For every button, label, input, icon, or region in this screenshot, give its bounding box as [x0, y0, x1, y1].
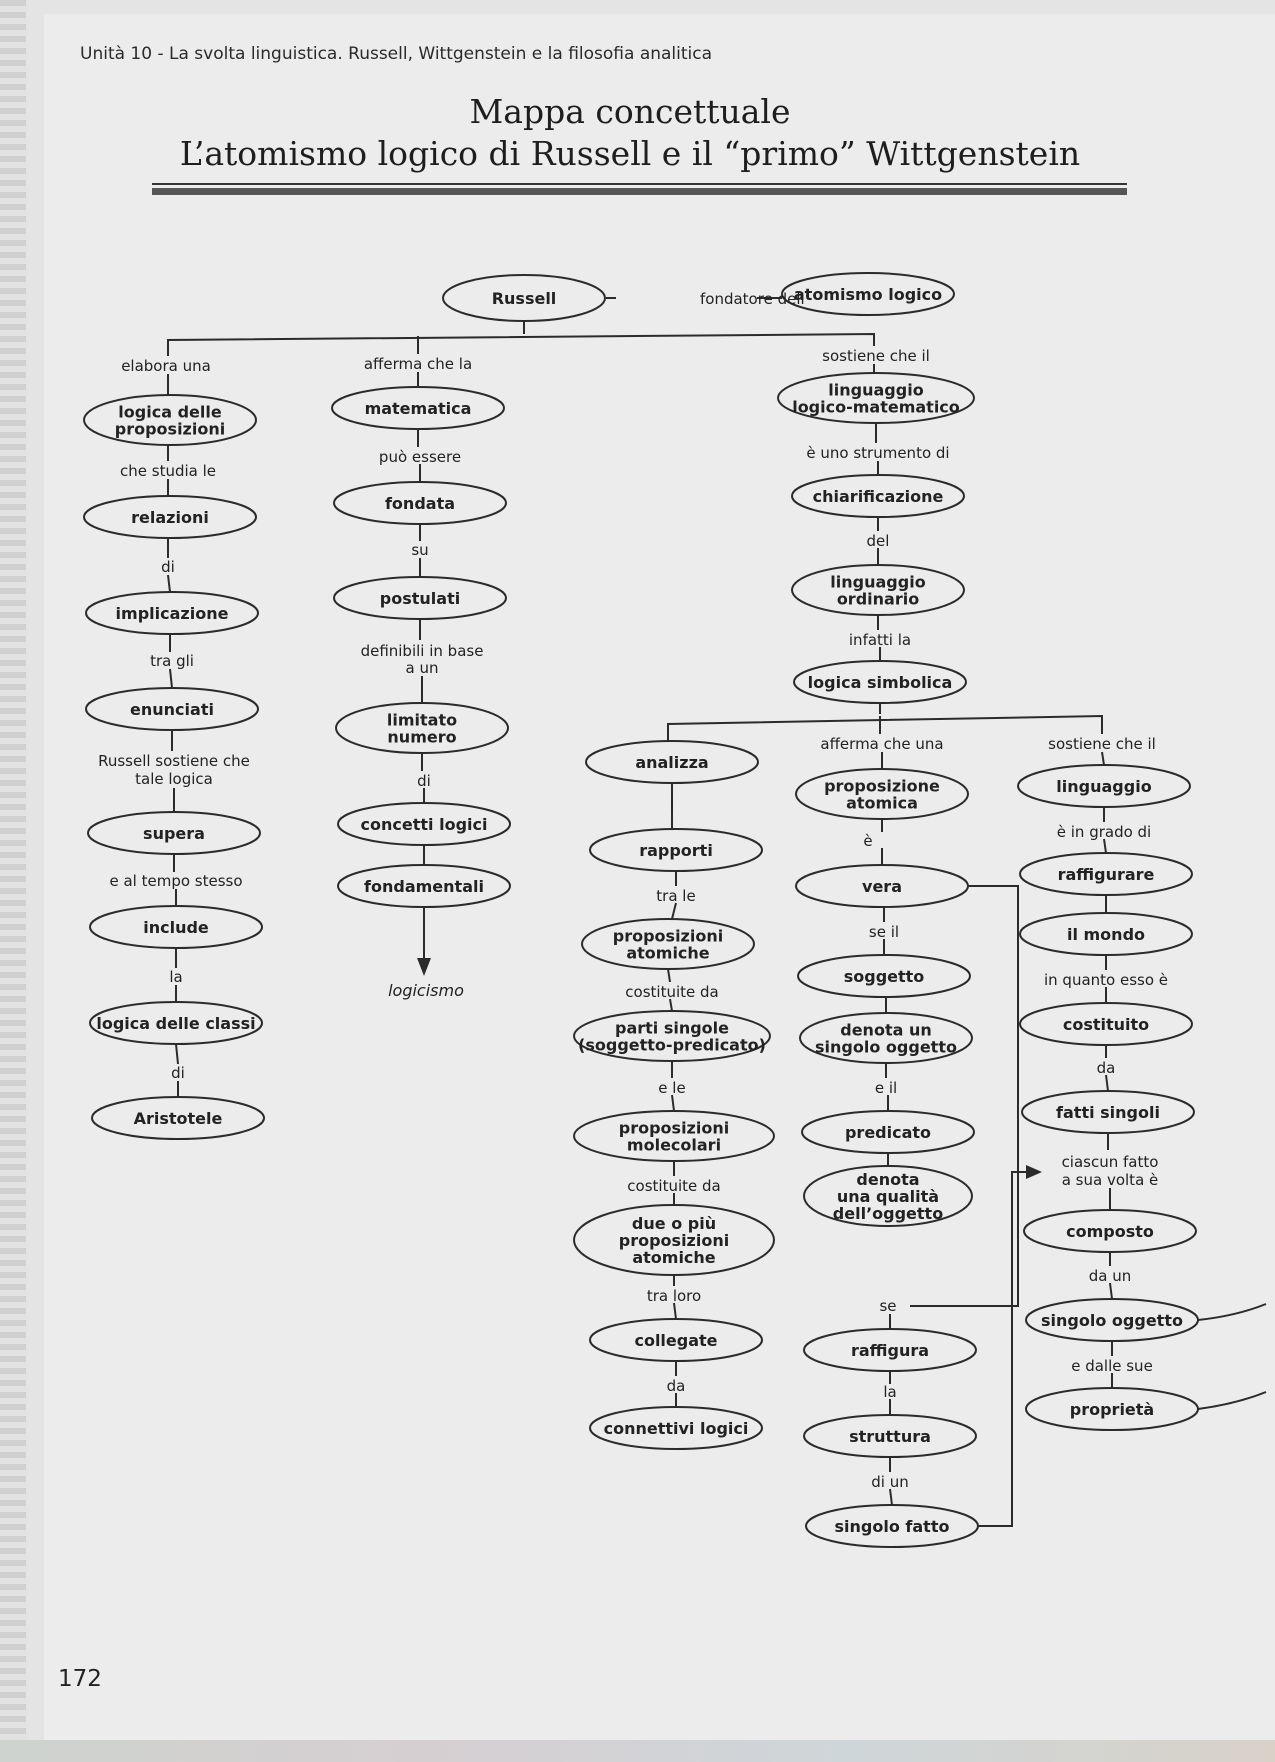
- node-label: atomica: [846, 793, 918, 813]
- node-analizza: [586, 741, 758, 783]
- connector-di-1: di: [161, 558, 175, 576]
- node-singolo-oggetto: [1026, 1299, 1198, 1341]
- connector-di-un: di un: [871, 1473, 909, 1491]
- node-prop-atomiche: [582, 919, 754, 969]
- node-layer: [84, 273, 1198, 1547]
- node-label: denota un: [840, 1020, 932, 1040]
- connector-costituite-1: costituite da: [625, 983, 719, 1001]
- connector-su: su: [411, 541, 429, 559]
- node-label: ordinario: [836, 589, 920, 609]
- node-label: (soggetto-predicato): [578, 1035, 766, 1055]
- connector-sostiene-il: sostiene che il: [822, 347, 930, 365]
- node-enunciati: [86, 688, 258, 730]
- node-composto: [1024, 1210, 1196, 1252]
- connector-infatti: infatti la: [848, 631, 912, 649]
- node-collegate: [590, 1319, 762, 1361]
- node-denota-qualita: [804, 1166, 972, 1226]
- arrowhead-ciascun-fatto: [1026, 1165, 1042, 1179]
- node-matematica: [332, 387, 504, 429]
- node-connettivi-logici: [590, 1407, 762, 1449]
- connector-ciascun-2: a sua volta è: [1061, 1171, 1159, 1189]
- node-prop-molecolari: [574, 1111, 774, 1161]
- node-label: proposizioni: [618, 1231, 730, 1250]
- node-label: parti singole: [614, 1018, 730, 1038]
- node-label: rapporti: [639, 841, 713, 860]
- node-label: postulati: [379, 589, 461, 608]
- node-label: singolo fatto: [834, 1517, 950, 1536]
- arrowhead-logicismo: [417, 958, 431, 976]
- node-logica-proposizioni: [84, 395, 256, 445]
- node-label: proposizioni: [612, 926, 724, 946]
- node-label: predicato: [844, 1123, 932, 1142]
- connector-e-1: è: [863, 832, 873, 850]
- node-label: concetti logici: [360, 815, 488, 834]
- node-label: dell’oggetto: [832, 1204, 944, 1223]
- node-label: raffigurare: [1057, 865, 1155, 884]
- node-label: implicazione: [115, 604, 229, 623]
- node-linguaggio: [1018, 765, 1190, 807]
- map-subtitle: L’atomismo logico di Russell e il “primo” Wittgenstein: [179, 134, 1081, 173]
- node-fatti-singoli: [1022, 1091, 1194, 1133]
- node-supera: [88, 812, 260, 854]
- node-parti-singole: [574, 1011, 770, 1061]
- connector-da-un: da un: [1088, 1267, 1132, 1285]
- scan-edge-band: [0, 1740, 1275, 1762]
- node-label: logico-matematico: [792, 397, 960, 417]
- connector-dalle-sue: e dalle sue: [1071, 1357, 1153, 1375]
- node-label: limitato: [386, 710, 458, 730]
- node-label: enunciati: [130, 700, 214, 719]
- connector-di-2: di: [171, 1064, 185, 1082]
- connector-russell-sostiene-1: Russell sostiene che: [98, 752, 250, 770]
- node-raffigura: [804, 1329, 976, 1371]
- connector-i: i: [669, 796, 675, 814]
- node-label: proposizioni: [618, 1118, 730, 1138]
- node-label: logica simbolica: [807, 673, 953, 692]
- connector-da-1: da: [666, 1377, 686, 1395]
- node-label: fondata: [384, 494, 456, 513]
- node-soggetto: [798, 955, 970, 997]
- node-label: composto: [1066, 1222, 1154, 1241]
- node-label: include: [143, 918, 209, 937]
- node-label: proposizioni: [114, 419, 226, 439]
- connector-al-tempo: e al tempo stesso: [109, 872, 243, 890]
- node-label: soggetto: [843, 967, 925, 986]
- connector-afferma-la: afferma che la: [363, 355, 473, 373]
- node-label: una qualità: [836, 1187, 940, 1206]
- connector-tra-le: tra le: [656, 887, 696, 905]
- node-relazioni: [84, 496, 256, 538]
- node-postulati: [334, 577, 506, 619]
- unit-header: Unità 10 - La svolta linguistica. Russell, Wittgenstein e la filosofia analitica: [80, 44, 713, 64]
- connector-logicismo: logicismo: [388, 981, 464, 1000]
- node-label: connettivi logici: [603, 1419, 749, 1438]
- node-label: singolo oggetto: [815, 1037, 957, 1057]
- connector-fondatore: fondatore dell’: [700, 290, 810, 308]
- node-logica-simbolica: [794, 661, 966, 703]
- node-concetti-logici: [338, 803, 510, 845]
- node-linguaggio-ordinario: [792, 565, 964, 615]
- node-raffigurare: [1020, 853, 1192, 895]
- node-label: costituito: [1062, 1015, 1150, 1034]
- node-label: proposizione: [824, 776, 940, 796]
- connector-layer: [98, 290, 1168, 1491]
- connector-da-2: da: [1096, 1059, 1116, 1077]
- node-label: relazioni: [131, 508, 209, 527]
- node-chiarificazione: [792, 475, 964, 517]
- node-label: matematica: [364, 399, 472, 418]
- node-costituito: [1020, 1003, 1192, 1045]
- node-implicazione: [86, 592, 258, 634]
- node-label: logica delle: [118, 402, 222, 422]
- node-struttura: [804, 1415, 976, 1457]
- node-label: linguaggio: [828, 380, 924, 400]
- connector-elabora: elabora una: [121, 357, 211, 375]
- connector-puo: può essere: [378, 448, 462, 466]
- connector-sostiene-il-2: sostiene che il: [1048, 735, 1156, 753]
- node-label: atomiche: [626, 943, 710, 963]
- node-label: raffigura: [850, 1341, 930, 1360]
- node-linguaggio-logico: [778, 373, 974, 423]
- connector-definibili-2: a un: [405, 659, 439, 677]
- node-label: il mondo: [1066, 925, 1146, 944]
- connector-ciascun-1: ciascun fatto: [1061, 1153, 1159, 1171]
- node-label: proprietà: [1069, 1400, 1155, 1419]
- node-aristotele: [92, 1097, 264, 1139]
- connector-studia: che studia le: [120, 462, 216, 480]
- node-label: fondamentali: [364, 877, 484, 896]
- node-label: logica delle classi: [96, 1014, 256, 1033]
- node-label: supera: [143, 824, 205, 843]
- node-limitato-numero: [336, 703, 508, 753]
- connector-di-3: di: [417, 772, 431, 790]
- node-label: vera: [862, 877, 902, 896]
- node-prop-atomica: [796, 769, 968, 819]
- connector-russell-sostiene-2: tale logica: [135, 770, 213, 788]
- node-denota-oggetto: [800, 1013, 972, 1063]
- node-rapporti: [590, 829, 762, 871]
- node-label: denota: [856, 1170, 920, 1189]
- connector-la-1: la: [169, 968, 183, 986]
- node-label: atomiche: [632, 1248, 716, 1267]
- connector-costituite-2: costituite da: [627, 1177, 721, 1195]
- connector-se: se: [879, 1297, 897, 1315]
- connector-del: del: [866, 532, 890, 550]
- connector-e-le: e le: [658, 1079, 686, 1097]
- connector-tra-loro: tra loro: [646, 1287, 702, 1305]
- map-title: Mappa concettuale: [469, 92, 791, 131]
- connector-afferma-una: afferma che una: [820, 735, 944, 753]
- node-russell: [443, 275, 605, 321]
- connector-tra-gli: tra gli: [150, 652, 194, 670]
- connector-definibili-1: definibili in base: [360, 642, 484, 660]
- connector-la-2: la: [883, 1383, 897, 1401]
- node-label: chiarificazione: [812, 487, 944, 506]
- node-label: due o più: [631, 1214, 717, 1233]
- node-fondamentali: [338, 865, 510, 907]
- node-label: fatti singoli: [1056, 1103, 1160, 1122]
- node-logica-classi: [90, 1002, 262, 1044]
- node-singolo-fatto: [806, 1505, 978, 1547]
- connector-in-quanto: in quanto esso è: [1043, 971, 1169, 989]
- node-label: singolo oggetto: [1041, 1311, 1183, 1330]
- connector-strumento: è uno strumento di: [806, 444, 950, 462]
- node-fondata: [334, 482, 506, 524]
- node-label: analizza: [635, 753, 709, 772]
- node-label: linguaggio: [830, 572, 926, 592]
- node-label: numero: [387, 727, 457, 747]
- connector-in-grado: è in grado di: [1056, 823, 1152, 841]
- page-number: 172: [58, 1666, 102, 1692]
- node-label: Aristotele: [133, 1109, 223, 1128]
- node-label: molecolari: [626, 1135, 722, 1155]
- node-il-mondo: [1020, 913, 1192, 955]
- node-due-o-piu: [574, 1205, 774, 1275]
- connector-se-il: se il: [868, 923, 900, 941]
- node-predicato: [802, 1111, 974, 1153]
- node-label: struttura: [849, 1427, 931, 1446]
- node-proprieta: [1026, 1388, 1198, 1430]
- node-vera: [796, 865, 968, 907]
- node-label: linguaggio: [1056, 777, 1152, 796]
- node-include: [90, 906, 262, 948]
- node-label: collegate: [634, 1331, 718, 1350]
- connector-e-il: e il: [874, 1079, 898, 1097]
- node-label: atomismo logico: [793, 285, 943, 304]
- node-label: Russell: [491, 289, 557, 308]
